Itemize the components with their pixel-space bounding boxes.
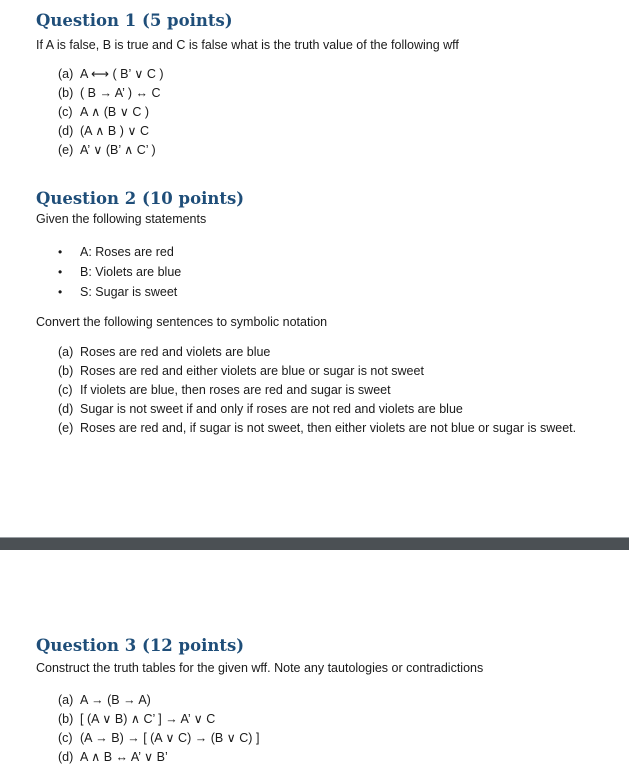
question-2-statements	[58, 242, 181, 302]
question-1-item-a	[58, 65, 164, 84]
question-2-title: Question 2 (10 points)	[36, 189, 245, 208]
item-label: (a)	[58, 345, 74, 359]
statement-text: S: Sugar is sweet	[80, 285, 178, 299]
item-text: [ (A ∨ B) ∧ C’ ] → A’ ∨ C	[80, 712, 216, 726]
question-2-item-b	[58, 362, 576, 381]
item-label: (e)	[58, 421, 74, 435]
statement-text: B: Violets are blue	[80, 265, 182, 279]
item-label: (b)	[58, 364, 74, 378]
question-1-item-d	[58, 122, 164, 141]
question-1-item-e	[58, 141, 164, 160]
question-2-item-c	[58, 381, 576, 400]
question-2-item-d	[58, 400, 576, 419]
question-2-item-a	[58, 343, 576, 362]
document-page-2	[0, 550, 629, 777]
item-label: (b)	[58, 86, 74, 100]
bullet-icon: •	[58, 265, 63, 279]
item-label: (e)	[58, 143, 74, 157]
page-divider	[0, 537, 629, 550]
question-2-instruction: Convert the following sentences to symbolic notation	[36, 315, 328, 329]
item-label: (a)	[58, 67, 74, 81]
statement-b	[58, 262, 181, 282]
item-text: A → (B → A)	[80, 693, 151, 707]
question-3-intro: Construct the truth tables for the given wff. Note any tautologies or contradictions	[36, 661, 484, 675]
item-label: (c)	[58, 731, 73, 745]
question-3-item-d	[58, 748, 259, 767]
question-3-item-b	[58, 710, 259, 729]
item-label: (d)	[58, 750, 74, 764]
question-1-list	[58, 65, 164, 160]
item-label: (b)	[58, 712, 74, 726]
question-2-item-e	[58, 419, 576, 438]
item-text: A ∧ (B ∨ C )	[80, 105, 150, 119]
item-text: A ∧ B ↔ A’ ∨ B’	[80, 750, 168, 764]
item-text: (A ∧ B ) ∨ C	[80, 124, 150, 138]
question-1-item-b	[58, 84, 164, 103]
question-1-intro: If A is false, B is true and C is false what is the truth value of the following wff	[36, 38, 459, 52]
item-label: (d)	[58, 124, 74, 138]
item-text: Roses are red and, if sugar is not sweet, then either violets are not blue or sugar is sweet.	[80, 421, 577, 435]
item-label: (a)	[58, 693, 74, 707]
item-text: A ⟷ ( B’ ∨ C )	[80, 67, 164, 81]
statement-text: A: Roses are red	[80, 245, 174, 259]
item-label: (c)	[58, 105, 73, 119]
question-2-list	[58, 343, 576, 438]
item-text: Roses are red and either violets are blue or sugar is not sweet	[80, 364, 424, 378]
question-3-title: Question 3 (12 points)	[36, 636, 245, 655]
item-text: ( B → A’ ) ↔ C	[80, 86, 161, 100]
item-text: If violets are blue, then roses are red and sugar is sweet	[80, 383, 391, 397]
question-1-title: Question 1 (5 points)	[36, 11, 233, 30]
item-text: Roses are red and violets are blue	[80, 345, 271, 359]
bullet-icon: •	[58, 245, 63, 259]
question-3-list	[58, 691, 259, 767]
question-3-item-c	[58, 729, 259, 748]
item-text: A’ ∨ (B’ ∧ C’ )	[80, 143, 156, 157]
item-label: (c)	[58, 383, 73, 397]
bullet-icon: •	[58, 285, 63, 299]
statement-a	[58, 242, 181, 262]
item-text: Sugar is not sweet if and only if roses are not red and violets are blue	[80, 402, 463, 416]
item-label: (d)	[58, 402, 74, 416]
question-2-intro: Given the following statements	[36, 212, 207, 226]
statement-s	[58, 282, 181, 302]
item-text: (A → B) → [ (A ∨ C) → (B ∨ C) ]	[80, 731, 260, 745]
question-1-item-c	[58, 103, 164, 122]
question-3-item-a	[58, 691, 259, 710]
